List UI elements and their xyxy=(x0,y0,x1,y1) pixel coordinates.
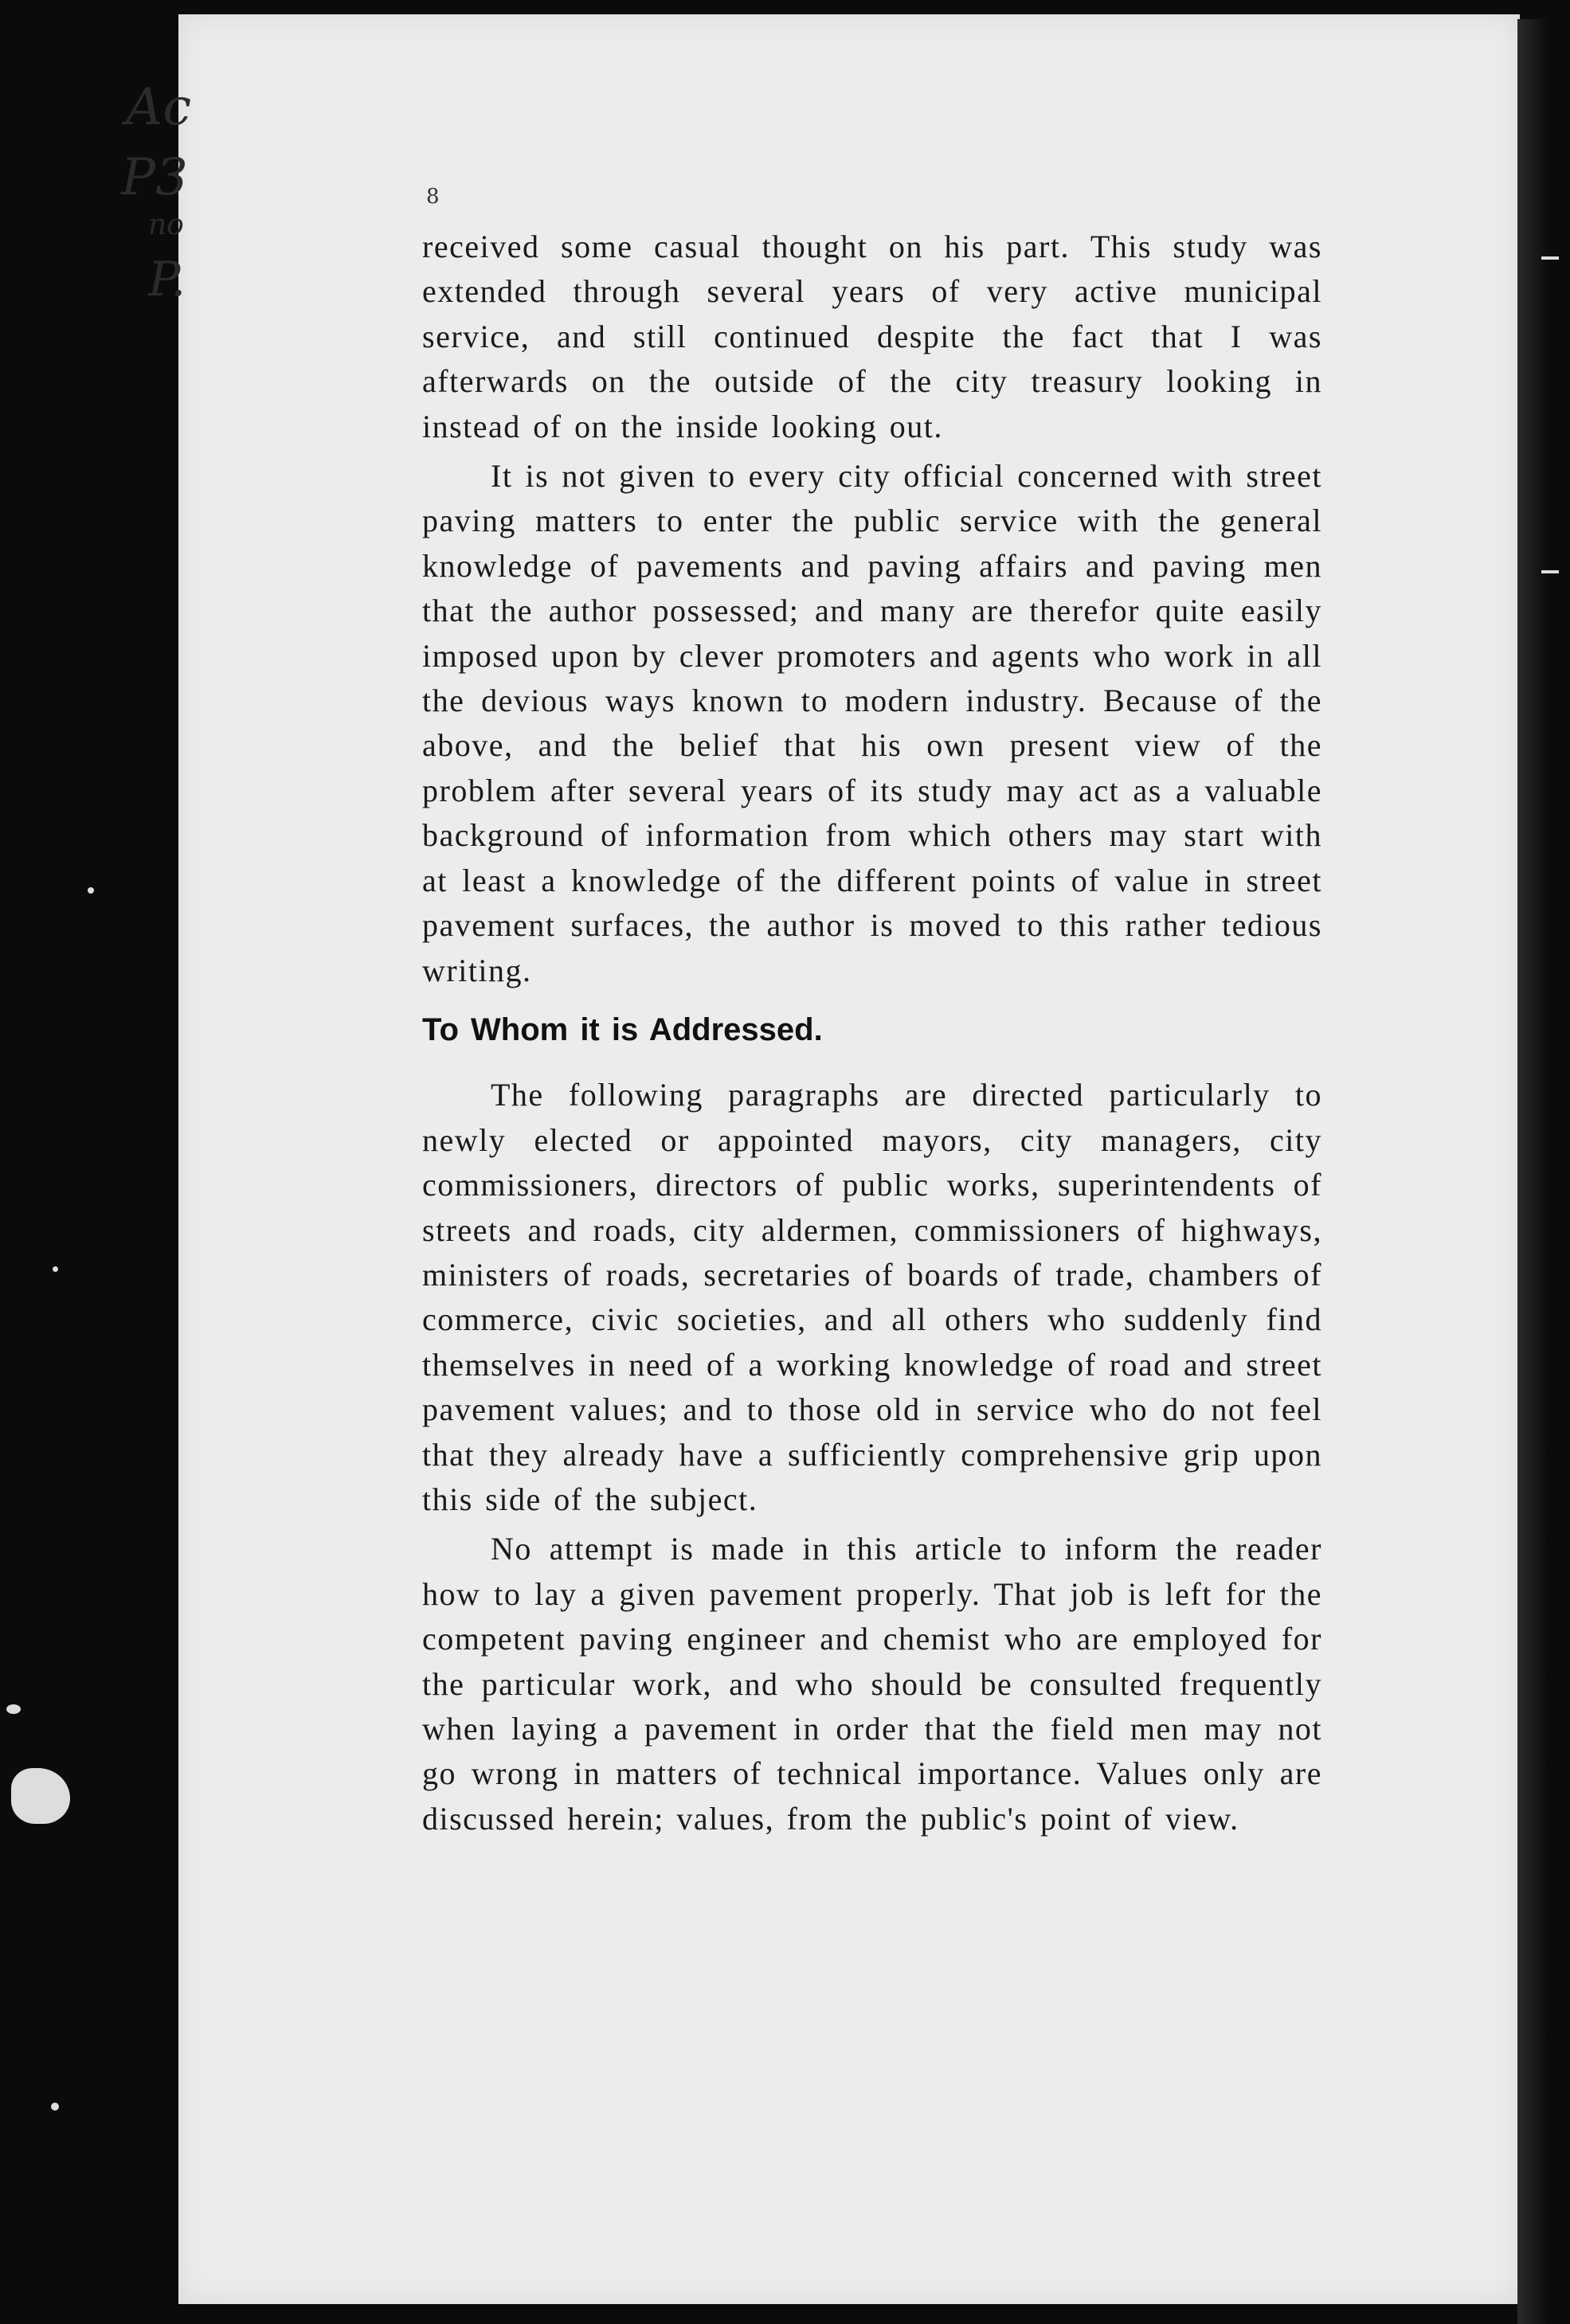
section-heading: To Whom it is Addressed. xyxy=(422,1011,823,1047)
paragraph: No attempt is made in this article to inform the reader how to lay a given pavement properly. That job is left for the competent paving engineer and chemist who are employed for the particular work, and who should be consulted frequently when laying a pavement in order that the field men may not go wrong in matters of technical importance. Values only are discussed herein; values, from the public's point of view. xyxy=(422,1531,1322,1837)
paragraph: received some casual thought on his part. This study was extended through several years of very active municipal service, and still continued despite the fact that I was afterwards on the outside of the city treasury looking in instead of on the inside looking out. xyxy=(422,229,1322,444)
paragraph: The following paragraphs are directed particularly to newly elected or appointed mayors, city managers, city commissioners, directors of public works, superintendents of streets and roads, city aldermen, commissioners of highways, ministers of roads, secretaries of boards of trade, chambers of commerce, civic societies, and all others who suddenly find themselves in need of a working knowledge of road and street pavement values; and to those old in service who do not feel that they already have a sufficiently comprehensive grip upon this side of the subject. xyxy=(422,1077,1322,1517)
margin-annotation-line-3: no xyxy=(148,209,184,241)
edge-mark-lower xyxy=(1541,570,1559,573)
scan-speck xyxy=(11,1768,70,1824)
margin-annotation-line-1: Ac xyxy=(126,78,192,137)
scan-speck xyxy=(6,1704,21,1714)
body-text xyxy=(422,225,1322,1846)
paragraph: It is not given to every city official concerned with street paving matters to enter the public service with the general knowledge of pavements and paving affairs and paving men that the author possessed; and many are therefor quite easily imposed upon by clever promoters and agents who work in all the devious ways known to modern industry. Because of the above, and the belief that his own present view of the problem after several years of its study may act as a valuable background of information from which others may start with at least a knowledge of the different points of value in street pavement surfaces, the author is moved to this rather tedious writing. xyxy=(422,458,1322,988)
margin-annotation-line-2: P3 xyxy=(121,148,188,207)
margin-annotation-line-4: P. xyxy=(148,252,186,307)
scan-speck xyxy=(53,1266,58,1272)
scan-speck xyxy=(51,2103,59,2111)
page-number: 8 xyxy=(426,185,440,209)
edge-mark-upper xyxy=(1541,256,1559,260)
right-film-edge xyxy=(1517,19,1570,2324)
scan-speck xyxy=(88,887,94,894)
